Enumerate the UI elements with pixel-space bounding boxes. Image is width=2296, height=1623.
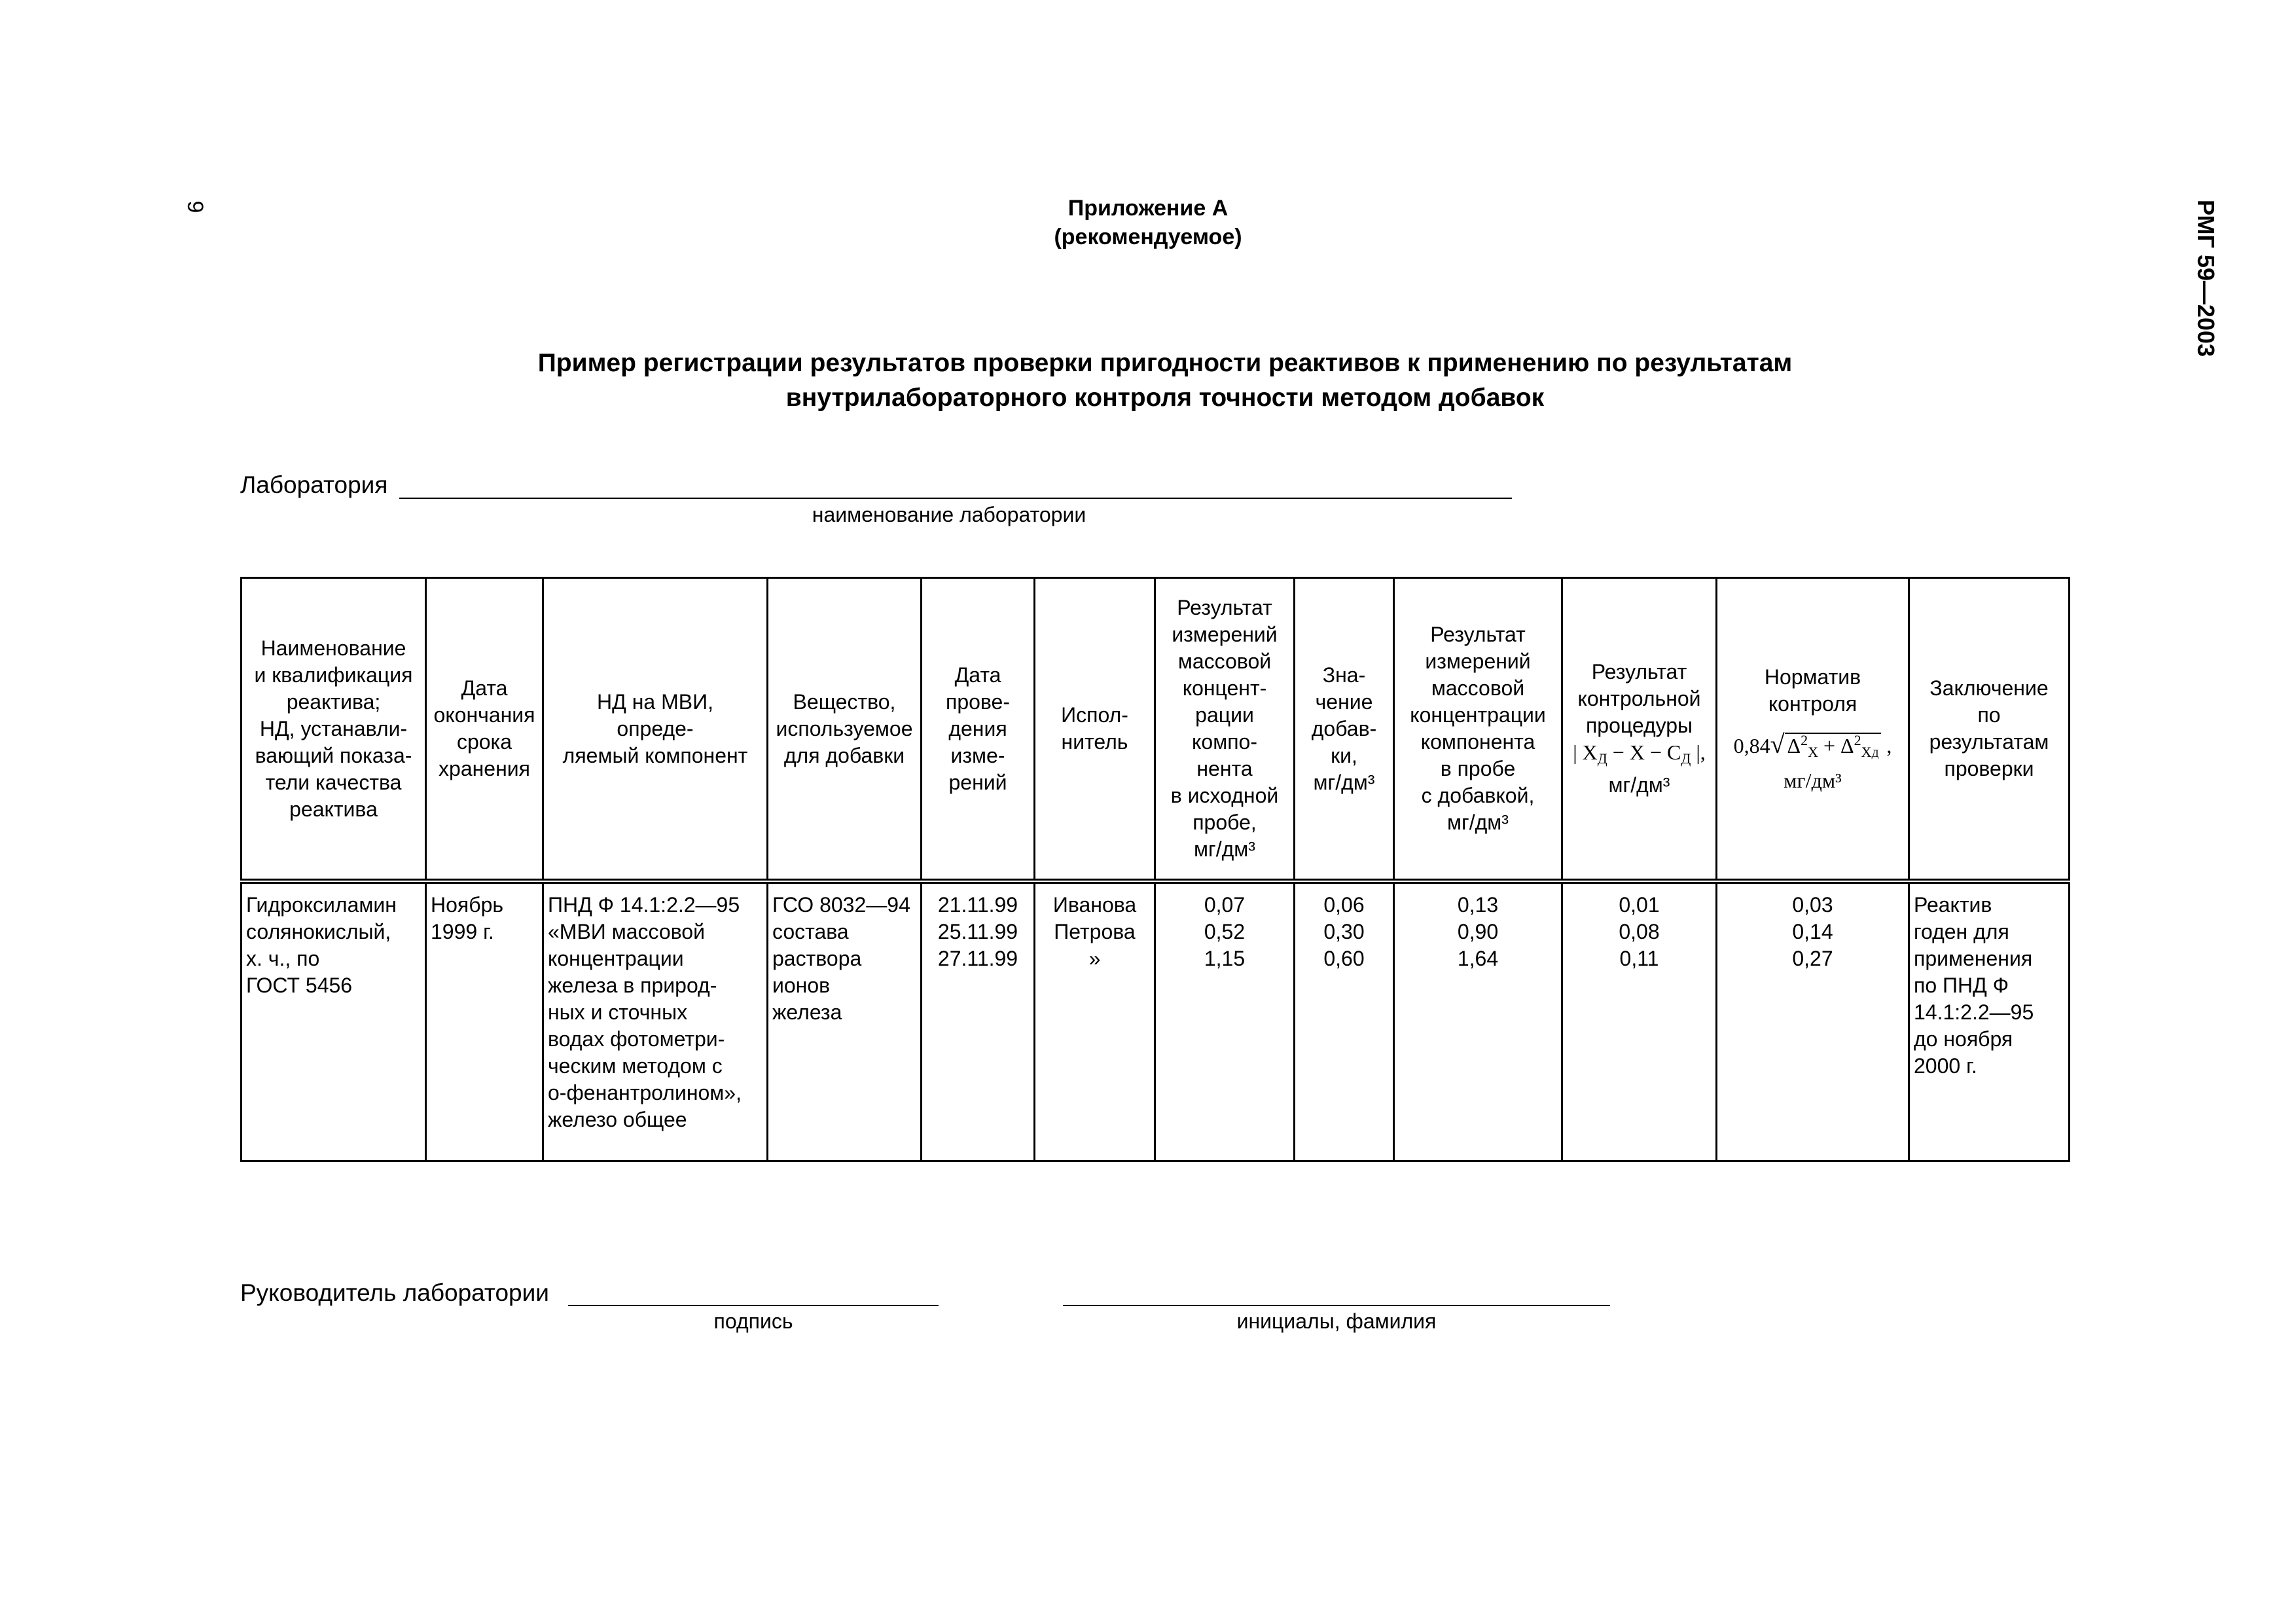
document-title-line-2: внутрилабораторного контроля точности методом добавок [785, 384, 1545, 412]
registration-table [240, 577, 2070, 1162]
header-measurement-date: Дата прове- дения изме- рений [922, 578, 1035, 882]
lab-head-label: Руководитель лаборатории [240, 1279, 549, 1306]
header-executor: Испол- нитель [1035, 578, 1155, 882]
cell-method: ПНД Ф 14.1:2.2—95 «МВИ массовой концентрации железа в природ- ных и сточных водах фотометри- ческим методом с о-фенантролином», железо общее [543, 881, 768, 1161]
header-initial-result: Результат измерений массовой концент- рации компо- нента в исходной пробе, мг/дм³ [1155, 578, 1295, 882]
control-formula: | $X_Д - X - C_Д$ |, [1573, 740, 1706, 767]
page-number: 9 [183, 200, 207, 213]
header-method: НД на МВИ, опреде- ляемый компонент [543, 578, 768, 882]
laboratory-caption: наименование лаборатории [812, 503, 1086, 526]
cell-substance: ГСО 8032—94 состава раствора ионов железа [768, 881, 922, 1161]
header-substance: Вещество, используемое для добавки [768, 578, 922, 882]
cell-expiry-date: Ноябрь 1999 г. [426, 881, 543, 1161]
signature-line[interactable] [568, 1305, 939, 1306]
cell-norm: 0,03 0,14 0,27 [1717, 881, 1909, 1161]
header-control-result [1562, 578, 1717, 882]
signature-caption: подпись [713, 1309, 793, 1333]
laboratory-label: Лаборатория [240, 471, 388, 498]
cell-initial-result: 0,07 0,52 1,15 [1155, 881, 1295, 1161]
name-line[interactable] [1063, 1305, 1610, 1306]
name-caption: инициалы, фамилия [1236, 1309, 1437, 1333]
table-row [242, 881, 2070, 1161]
header-control-result-label: Результат контрольной процедуры [1577, 660, 1701, 737]
header-result-with-addition: Результат измерений массовой концентрации компонента в пробе с добавкой, мг/дм³ [1394, 578, 1562, 882]
document-code: РМГ 59—2003 [2193, 199, 2219, 357]
control-formula-unit: мг/дм³ [1608, 773, 1670, 797]
document-title-line-1: Пример регистрации результатов проверки пригодности реактивов к применению по результатам [537, 349, 1793, 377]
appendix-label: Приложение А [1067, 196, 1229, 221]
appendix-status: (рекомендуемое) [1054, 225, 1242, 249]
header-norm [1717, 578, 1909, 882]
norm-formula-unit: мг/дм³ [1784, 768, 1842, 792]
header-norm-label: Норматив контроля [1764, 665, 1861, 716]
header-reagent: Наименование и квалификация реактива; НД, устанавли- вающий показа- тели качества реактива [242, 578, 426, 882]
header-expiry-date: Дата окончания срока хранения [426, 578, 543, 882]
table-header-row [242, 578, 2070, 882]
cell-addition-value: 0,06 0,30 0,60 [1295, 881, 1394, 1161]
header-addition-value: Зна- чение добав- ки, мг/дм³ [1295, 578, 1394, 882]
cell-conclusion: Реактив годен для применения по ПНД Ф 14.1:2.2—95 до ноября 2000 г. [1909, 881, 2070, 1161]
cell-executor: Иванова Петрова » [1035, 881, 1155, 1161]
norm-formula: 0,84√ $\Delta^2_X + \Delta^2_{XД}$ , [1733, 729, 1892, 760]
header-conclusion: Заключение по результатам проверки [1909, 578, 2070, 882]
cell-control-result: 0,01 0,08 0,11 [1562, 881, 1717, 1161]
cell-measurement-dates: 21.11.99 25.11.99 27.11.99 [922, 881, 1035, 1161]
cell-reagent: Гидроксиламин солянокислый, х. ч., по ГОСТ 5456 [242, 881, 426, 1161]
laboratory-field-line[interactable] [399, 498, 1512, 499]
cell-result-with-addition: 0,13 0,90 1,64 [1394, 881, 1562, 1161]
